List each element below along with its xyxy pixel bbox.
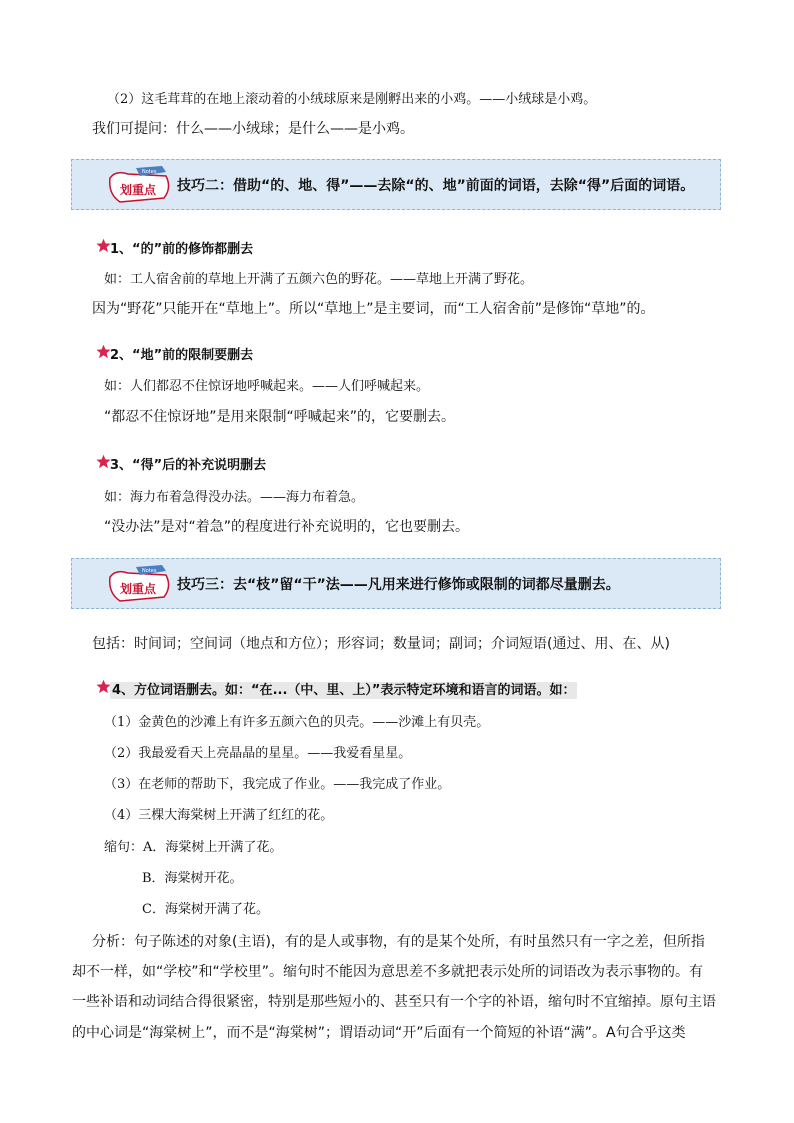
example-line: B．海棠树开花。 xyxy=(142,871,243,886)
body-text: 因为“野花”只能开在“草地上”。所以“草地上”是主要词，而“工人宿舍前”是修饰“草地”的。 xyxy=(92,301,655,317)
example-line: （1）金黄色的沙滩上有许多五颜六色的贝壳。——沙滩上有贝壳。 xyxy=(104,715,490,730)
star-icon xyxy=(96,344,111,359)
example-line: C．海棠树开满了花。 xyxy=(142,902,269,917)
highlight-badge-icon xyxy=(106,563,174,605)
analysis-line: 分析：句子陈述的对象(主语)，有的是人或事物，有的是某个处所，有时虽然只有一字之差，但所指 xyxy=(92,934,705,950)
analysis-line: 一些补语和动词结合得很紧密，特别是那些短小的、甚至只有一个字的补语，缩句时不宜缩掉。原句主语 xyxy=(72,994,716,1010)
star-icon xyxy=(96,454,111,469)
tip-text: 技巧三：去“枝”留“干”法——凡用来进行修饰或限制的词都尽量删去。 xyxy=(177,577,620,593)
body-text: 我们可提问：什么——小绒球；是什么——是小鸡。 xyxy=(92,121,414,137)
analysis-line: 的中心词是“海棠树上”，而不是“海棠树”；谓语动词“开”后面有一个简短的补语“满”。A句合乎这类 xyxy=(72,1025,686,1041)
section-heading: 3、“得”后的补充说明删去 xyxy=(110,458,267,473)
highlight-badge-icon xyxy=(106,164,174,206)
svg-text:划重点: 划重点 xyxy=(120,183,157,197)
section-heading: 1、“的”前的修饰都删去 xyxy=(110,242,254,257)
example-line: 如：工人宿舍前的草地上开满了五颜六色的野花。——草地上开满了野花。 xyxy=(104,272,534,287)
body-text: 包括：时间词；空间词（地点和方位）；形容词；数量词；副词；介词短语(通过、用、在、从) xyxy=(92,636,670,652)
example-line: （3）在老师的帮助下，我完成了作业。——我完成了作业。 xyxy=(104,777,451,792)
analysis-line: 却不一样，如“学校”和“学校里”。缩句时不能因为意思差不多就把表示处所的词语改为表示事物的。有 xyxy=(72,964,704,980)
svg-text:划重点: 划重点 xyxy=(120,582,157,596)
example-line: 如：人们都忍不住惊讶地呼喊起来。——人们呼喊起来。 xyxy=(104,379,430,394)
tip-box-3 xyxy=(71,558,721,609)
section-heading xyxy=(110,679,577,698)
section-heading: 2、“地”前的限制要删去 xyxy=(110,348,254,363)
svg-text:Notes: Notes xyxy=(142,568,157,574)
star-icon xyxy=(96,679,111,694)
tip-box-2 xyxy=(71,159,721,210)
example-line: 如：海力布着急得没办法。——海力布着急。 xyxy=(104,490,365,505)
tip-text: 技巧二：借助“的、地、得”——去除“的、地”前面的词语，去除“得”后面的词语。 xyxy=(177,178,695,194)
example-line: （2）这毛茸茸的在地上滚动着的小绒球原来是刚孵出来的小鸡。——小绒球是小鸡。 xyxy=(107,92,597,107)
body-text: “没办法”是对“着急”的程度进行补充说明的，它也要删去。 xyxy=(104,519,470,535)
example-line: 缩句：A．海棠树上开满了花。 xyxy=(104,840,283,855)
example-line: （2）我最爱看天上亮晶晶的星星。——我爱看星星。 xyxy=(104,746,412,761)
example-line: （4）三棵大海棠树上开满了红红的花。 xyxy=(104,808,334,823)
star-icon xyxy=(96,238,111,253)
section-heading-text: 4、方位词语删去。如：“在...（中、里、上）”表示特定环境和语言的词语。如： xyxy=(112,683,576,698)
svg-text:Notes: Notes xyxy=(142,169,157,175)
body-text: “都忍不住惊讶地”是用来限制“呼喊起来”的，它要删去。 xyxy=(104,409,456,425)
